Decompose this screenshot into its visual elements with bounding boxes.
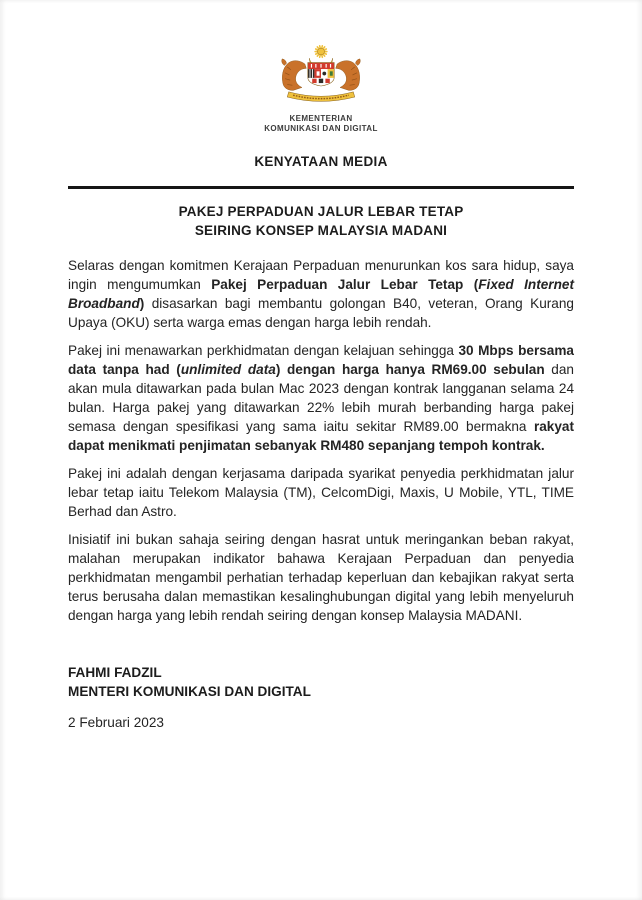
ministry-name <box>68 114 574 133</box>
paragraph-1-text: Selaras dengan komitmen Kerajaan Perpaduan menurunkan kos sara hidup, saya ingin mengumumkan <box>68 257 574 292</box>
paragraph-4 <box>68 530 574 625</box>
statement-date: 2 Februari 2023 <box>68 714 164 730</box>
paragraph-1-text-end: disasarkan bagi membantu golongan B40, veteran, Orang Kurang Upaya (OKU) serta warga emas dengan harga lebih rendah. <box>68 295 574 330</box>
paragraph-1-bold-close: ) <box>139 295 145 311</box>
paragraph-1 <box>68 256 574 332</box>
document-type-heading: KENYATAAN MEDIA <box>254 154 388 169</box>
signatory-name: FAHMI FADZIL <box>68 664 162 680</box>
signatory-position: MENTERI KOMUNIKASI DAN DIGITAL <box>68 683 311 699</box>
statement-body <box>68 256 574 625</box>
ministry-name-line2: KOMUNIKASI DAN DIGITAL <box>264 123 378 133</box>
ministry-name-line1: KEMENTERIAN <box>289 114 353 123</box>
header-logo-area <box>68 0 574 133</box>
paragraph-2-bold-price: ) dengan harga hanya RM69.00 sebulan <box>275 361 545 377</box>
paragraph-2 <box>68 341 574 455</box>
signature-block <box>68 663 574 701</box>
paragraph-1-bold: Pakej Perpaduan Jalur Lebar Tetap ( <box>211 276 479 292</box>
paragraph-2-text-mid: dan akan mula ditawarkan pada bulan Mac 2023 dengan kontrak langganan selama 24 bulan. Harga pakej yang ditawarkan 22% lebih murah berbanding harga pakej semasa dengan spesifikasi yang sama iaitu sekitar RM89.00 bermakna <box>68 361 574 434</box>
statement-title-line2: SEIRING KONSEP MALAYSIA MADANI <box>194 222 448 238</box>
paragraph-2-bold: 30 Mbps bersama data tanpa had ( <box>68 342 574 377</box>
paragraph-2-bold-savings: rakyat dapat menikmati penjimatan sebanyak RM480 sepanjang tempoh kontrak. <box>68 418 574 453</box>
horizontal-rule <box>68 186 574 189</box>
paragraph-3 <box>68 464 574 521</box>
paragraph-2-bold-italic: unlimited data <box>180 361 276 377</box>
statement-title-line1: PAKEJ PERPADUAN JALUR LEBAR TETAP <box>178 203 464 219</box>
paragraph-2-text: Pakej ini menawarkan perkhidmatan dengan kelajuan sehingga <box>68 342 459 358</box>
malaysia-coat-of-arms-icon <box>277 42 365 108</box>
paragraph-4-text: Inisiatif ini bukan sahaja seiring dengan hasrat untuk meringankan beban rakyat, malahan merupakan indikator bahawa Kerajaan Perpaduan dan penyedia perkhidmatan mengambil perhatian terhadap keperluan dan kebajikan rakyat serta terus berusaha dalan memastikan kesalinghubungan digital yang lebih menyeluruh dengan harga yang lebih rendah seiring dengan konsep Malaysia MADANI. <box>68 531 574 623</box>
paragraph-3-text: Pakej ini adalah dengan kerjasama daripada syarikat penyedia perkhidmatan jalur lebar tetap iaitu Telekom Malaysia (TM), CelcomDigi, Maxis, U Mobile, YTL, TIME Berhad dan Astro. <box>68 465 574 519</box>
paragraph-1-bold-italic: Fixed Internet Broadband <box>68 276 574 311</box>
statement-title <box>68 202 574 240</box>
